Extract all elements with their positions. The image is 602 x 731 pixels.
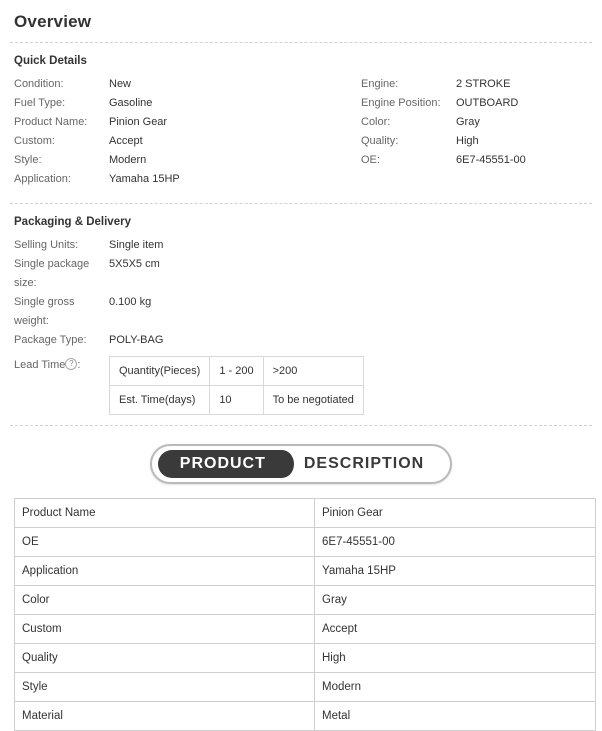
table-row xyxy=(15,499,596,528)
attribute-value: OUTBOARD xyxy=(456,97,519,109)
attribute-value: 6E7-45551-00 xyxy=(456,154,526,166)
banner-left-text: PRODUCT xyxy=(158,450,282,478)
packaging-row xyxy=(14,331,592,350)
packaging-label: Selling Units: xyxy=(14,239,79,251)
packaging-label: Package Type: xyxy=(14,334,87,346)
packaging-value: POLY-BAG xyxy=(109,334,164,346)
attribute-row xyxy=(14,75,303,94)
table-row xyxy=(15,673,596,702)
description-value: 6E7-45551-00 xyxy=(315,528,596,557)
description-key: Product Name xyxy=(15,499,315,528)
description-value: High xyxy=(315,644,596,673)
attribute-value: Accept xyxy=(109,135,143,147)
description-table xyxy=(14,498,596,731)
description-value: Metal xyxy=(315,702,596,731)
attribute-label: Fuel Type: xyxy=(14,97,66,109)
attribute-row xyxy=(14,151,303,170)
description-key: OE xyxy=(15,528,315,557)
quick-details-left-column xyxy=(14,75,303,189)
attribute-value: Gray xyxy=(456,116,480,128)
table-row xyxy=(110,386,364,415)
attribute-label: OE: xyxy=(361,154,380,166)
attribute-label: Engine: xyxy=(361,78,399,90)
description-value: Accept xyxy=(315,615,596,644)
quick-details-right-column xyxy=(303,75,592,189)
table-row xyxy=(110,357,364,386)
attribute-label: Quality: xyxy=(361,135,399,147)
description-key: Application xyxy=(15,557,315,586)
attribute-label: Product Name: xyxy=(14,116,88,128)
attribute-label: Engine Position: xyxy=(361,97,441,109)
banner-right-text: DESCRIPTION xyxy=(303,455,425,472)
question-mark-icon[interactable]: ? xyxy=(65,358,77,370)
banner-pill xyxy=(150,444,452,484)
lead-time-cell: 1 - 200 xyxy=(210,357,263,386)
attribute-row xyxy=(14,94,303,113)
packaging-row xyxy=(14,236,592,255)
packaging-value: 5X5X5 cm xyxy=(109,258,160,270)
attribute-value: New xyxy=(109,78,132,90)
packaging-label: Single gross weight: xyxy=(14,296,75,327)
attribute-value: 2 STROKE xyxy=(456,78,511,90)
description-key: Color xyxy=(15,586,315,615)
lead-time-cell: Quantity(Pieces) xyxy=(110,357,210,386)
packaging-value: 0.100 kg xyxy=(109,296,152,308)
description-value: Gray xyxy=(315,586,596,615)
attribute-row xyxy=(361,132,592,151)
attribute-label: Application: xyxy=(14,173,71,185)
table-row xyxy=(15,528,596,557)
table-row xyxy=(15,702,596,731)
lead-time-cell: Est. Time(days) xyxy=(110,386,210,415)
attribute-row xyxy=(14,170,303,189)
attribute-row xyxy=(14,132,303,151)
attribute-row xyxy=(361,151,592,170)
description-key: Custom xyxy=(15,615,315,644)
description-value: Yamaha 15HP xyxy=(315,557,596,586)
attribute-value: Pinion Gear xyxy=(109,116,168,128)
product-description-banner xyxy=(10,426,592,498)
attribute-value: Modern xyxy=(109,154,147,166)
lead-time-cell: 10 xyxy=(210,386,263,415)
attribute-row xyxy=(14,113,303,132)
lead-time-table xyxy=(109,356,364,415)
packaging-section xyxy=(10,236,592,425)
packaging-heading: Packaging & Delivery xyxy=(14,216,131,228)
description-value: Pinion Gear xyxy=(315,499,596,528)
quick-details-heading: Quick Details xyxy=(14,55,87,67)
packaging-row xyxy=(14,255,592,293)
attribute-label: Style: xyxy=(14,154,42,166)
attribute-row xyxy=(361,113,592,132)
description-key: Material xyxy=(15,702,315,731)
lead-time-cell: >200 xyxy=(263,357,363,386)
attribute-row xyxy=(361,94,592,113)
table-row xyxy=(15,557,596,586)
lead-time-label-text: Lead Time xyxy=(14,359,66,371)
table-row xyxy=(15,644,596,673)
packaging-row xyxy=(14,293,592,331)
attribute-value: Gasoline xyxy=(109,97,153,109)
page-title: Overview xyxy=(14,12,92,31)
table-row xyxy=(15,615,596,644)
attribute-value: High xyxy=(456,135,479,147)
attribute-label: Color: xyxy=(361,116,391,128)
description-key: Style xyxy=(15,673,315,702)
table-row xyxy=(15,586,596,615)
description-key: Quality xyxy=(15,644,315,673)
attribute-label: Custom: xyxy=(14,135,55,147)
lead-time-cell: To be negotiated xyxy=(263,386,363,415)
attribute-row xyxy=(361,75,592,94)
lead-time-label xyxy=(14,356,109,375)
banner-inner xyxy=(158,450,444,478)
description-value: Modern xyxy=(315,673,596,702)
packaging-label: Single package size: xyxy=(14,258,90,289)
lead-time-row xyxy=(14,350,592,415)
attribute-value: Yamaha 15HP xyxy=(109,173,180,185)
lead-time-label-colon: : xyxy=(77,359,81,371)
packaging-value: Single item xyxy=(109,239,164,251)
quick-details-section xyxy=(10,75,592,203)
attribute-label: Condition: xyxy=(14,78,64,90)
